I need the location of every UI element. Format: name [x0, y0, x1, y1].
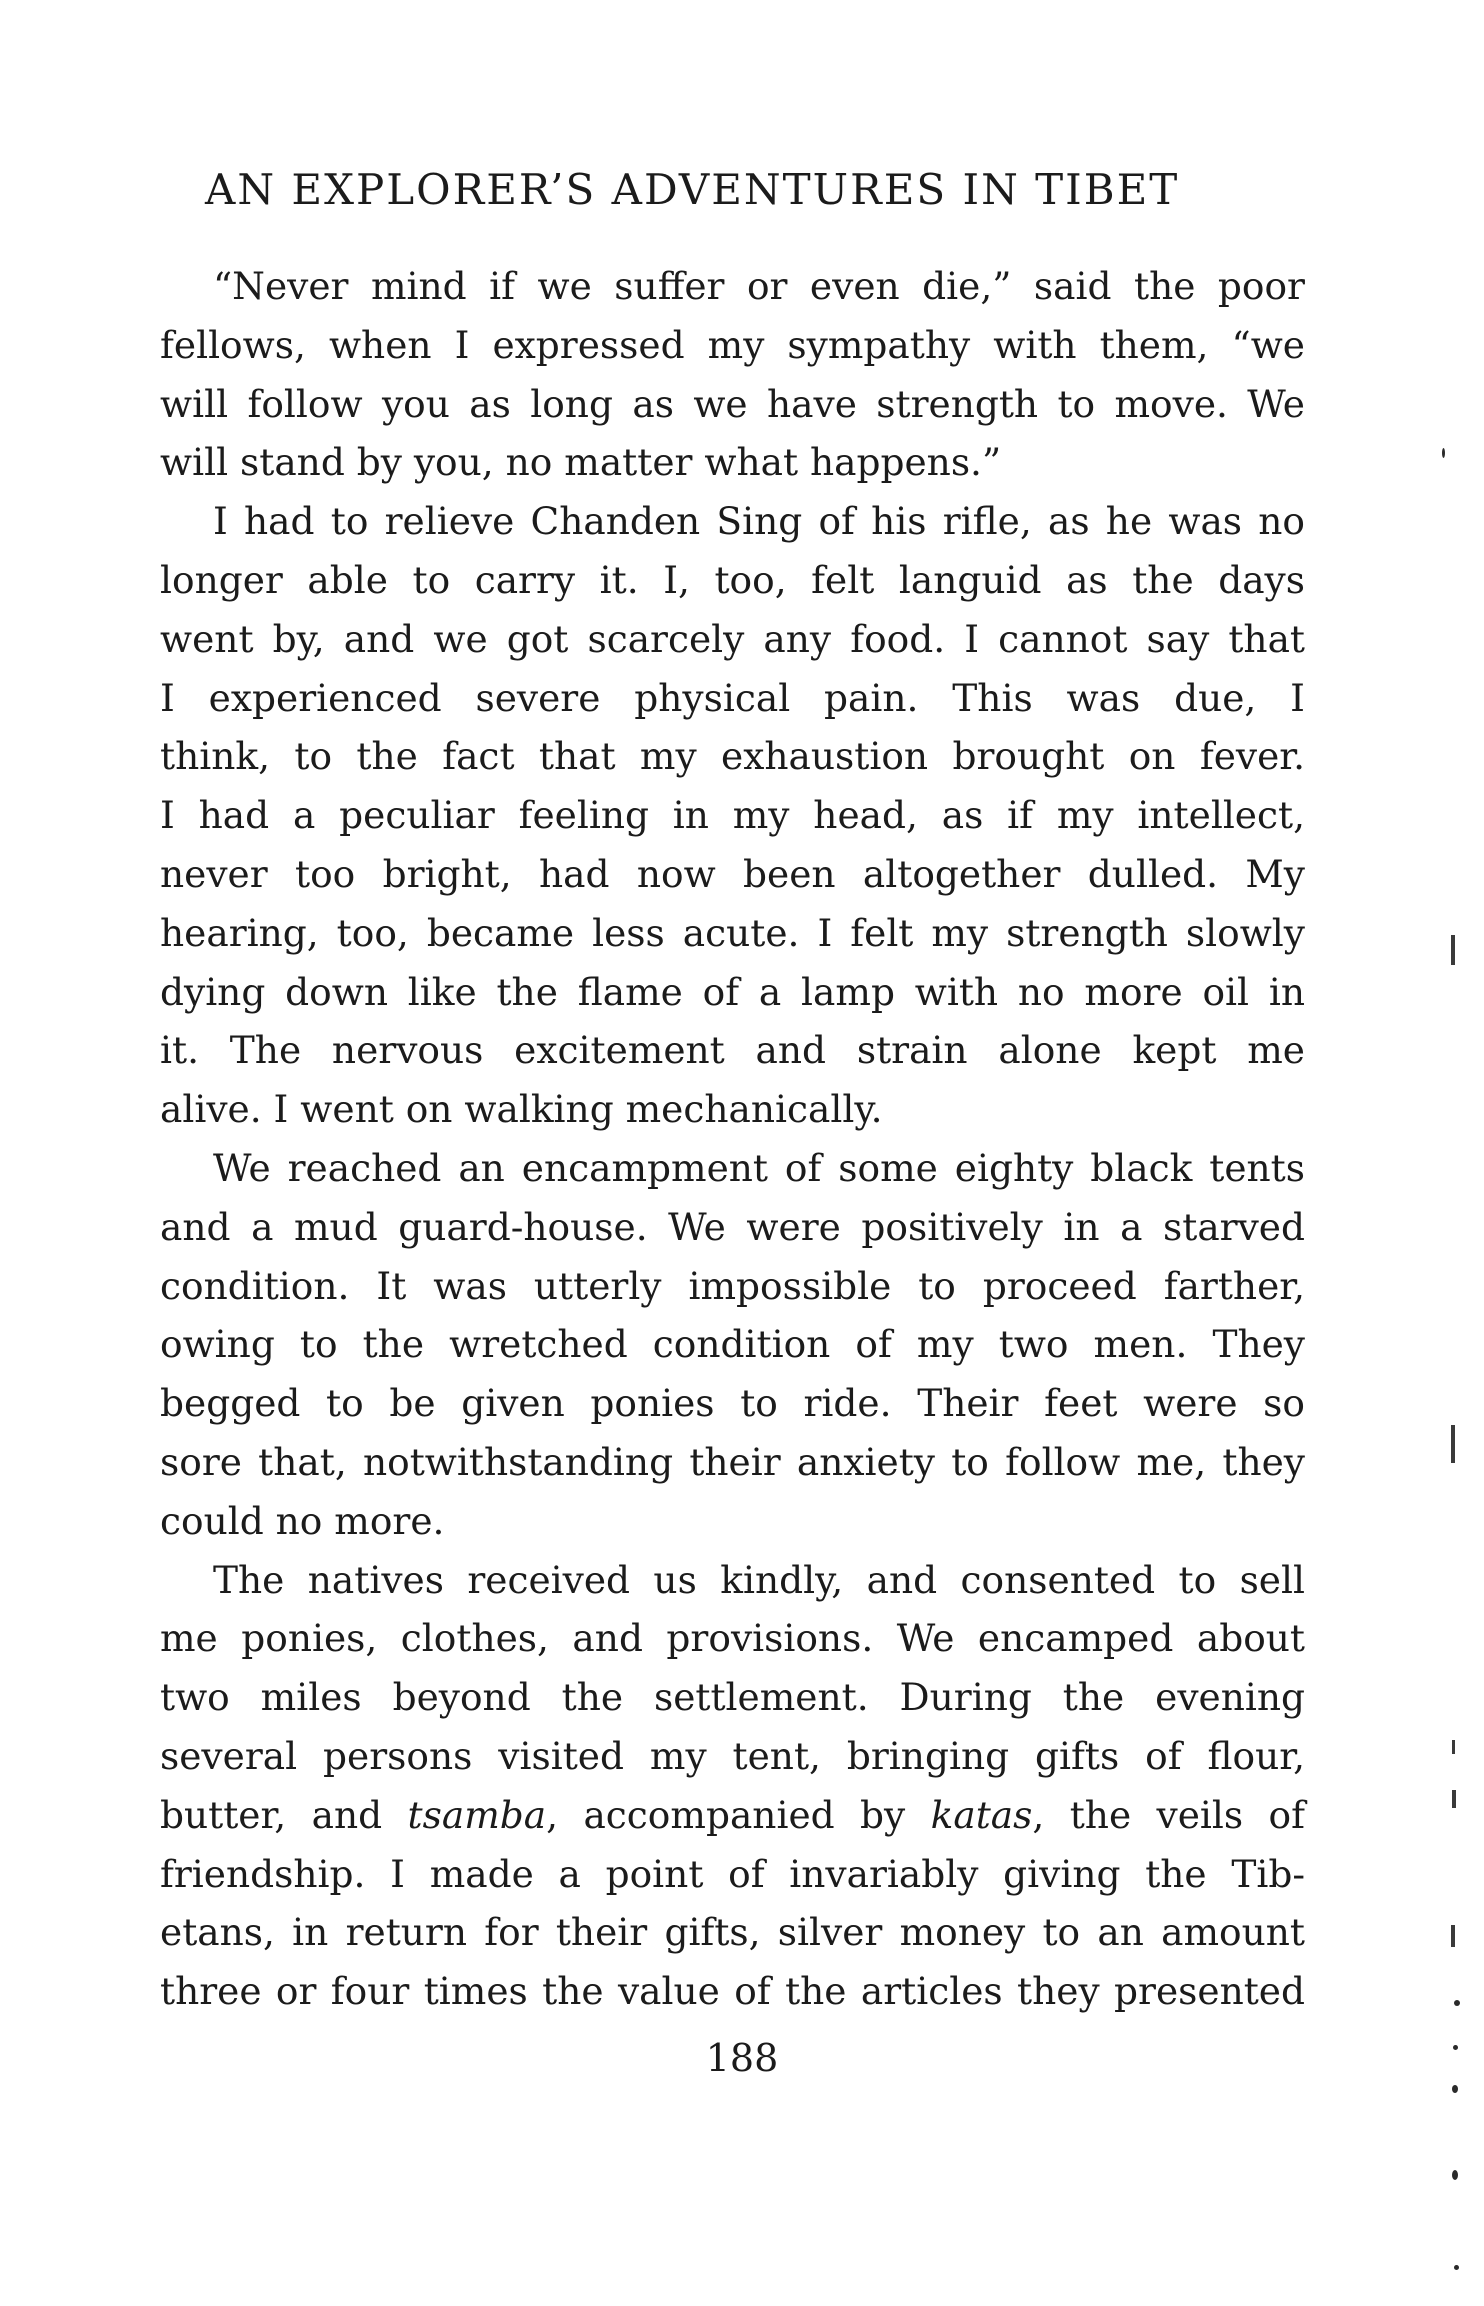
body-text	[160, 257, 1305, 2021]
text-line: We reached an encampment of some eighty black tents	[213, 1145, 1305, 1190]
text-line: could no more.	[160, 1498, 445, 1543]
text-line: begged to be given ponies to ride. Their feet were so	[160, 1381, 1305, 1426]
text-line: think, to the fact that my exhaustion brought on fever.	[160, 734, 1305, 779]
text-line: I had to relieve Chanden Sing of his rifle, as he was no	[213, 499, 1305, 544]
text-line: The natives received us kindly, and consented to sell	[213, 1557, 1305, 1602]
page-number: 188	[705, 2036, 779, 2080]
text-line: me ponies, clothes, and provisions. We encamped about	[160, 1616, 1305, 1661]
text-line: owing to the wretched condition of my two men. They	[160, 1322, 1305, 1367]
text-line: condition. It was utterly impossible to proceed farther,	[160, 1263, 1305, 1308]
text-line: longer able to carry it. I, too, felt languid as the days	[160, 557, 1305, 602]
text-line: several persons visited my tent, bringing gifts of flour,	[160, 1733, 1305, 1778]
text-line: never too bright, had now been altogether dulled. My	[160, 851, 1305, 896]
text-line: two miles beyond the settlement. During the evening	[160, 1675, 1305, 1720]
text-line: friendship. I made a point of invariably giving the Tib-	[160, 1851, 1305, 1896]
italic-term: katas	[930, 1792, 1033, 1837]
text-line: went by, and we got scarcely any food. I cannot say that	[160, 616, 1305, 661]
italic-term: tsamba	[407, 1792, 547, 1837]
text-line: sore that, notwithstanding their anxiety to follow me, they	[160, 1439, 1305, 1484]
text-line: dying down like the flame of a lamp with no more oil in	[160, 969, 1305, 1014]
text-line: will stand by you, no matter what happens.”	[160, 440, 1002, 485]
text-line: will follow you as long as we have strength to move. We	[160, 381, 1305, 426]
text-line: I experienced severe physical pain. This was due, I	[160, 675, 1305, 720]
text-line: butter, and tsamba, accompanied by katas, the veils of	[160, 1792, 1305, 1837]
text-line: “Never mind if we suffer or even die,” said the poor	[213, 264, 1305, 308]
text-line: alive. I went on walking mechanically.	[160, 1087, 883, 1132]
text-line: hearing, too, became less acute. I felt my strength slowly	[160, 910, 1305, 955]
text-line: and a mud guard-house. We were positively in a starved	[160, 1204, 1305, 1249]
text-line: I had a peculiar feeling in my head, as if my intellect,	[160, 793, 1305, 838]
text-line: fellows, when I expressed my sympathy with them, “we	[160, 322, 1305, 367]
running-title: AN EXPLORER’S ADVENTURES IN TIBET	[205, 165, 1180, 214]
text-line: it. The nervous excitement and strain alone kept me	[160, 1028, 1305, 1073]
text-line: etans, in return for their gifts, silver money to an amount	[160, 1910, 1305, 1955]
text-line: three or four times the value of the articles they presented	[160, 1969, 1305, 2014]
